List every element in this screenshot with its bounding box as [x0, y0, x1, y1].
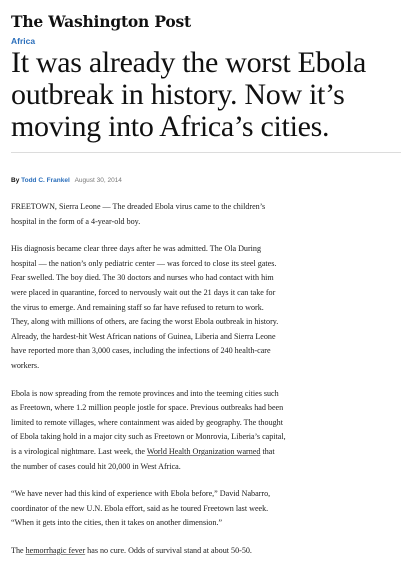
text-line: Ebola is now spreading from the remote provinces and into the teeming cities such — [11, 388, 279, 398]
text-line — [11, 445, 406, 460]
section-kicker-link[interactable]: Africa — [11, 36, 36, 46]
article-body — [11, 200, 406, 571]
text-line: limited to remote villages, where containment was aided by geography. The thought — [11, 417, 283, 427]
text-line: hospital in the form of a 4-year-old boy. — [11, 216, 141, 226]
masthead-logo[interactable]: The Washington Post — [11, 12, 191, 31]
headline-line: It was already the worst Ebola — [11, 46, 367, 79]
text-line: They, along with millions of others, are facing the worst Ebola outbreak in history. — [11, 317, 279, 327]
hemorrhagic-fever-link[interactable]: hemorrhagic fever — [25, 545, 86, 555]
who-warning-link[interactable]: World Health Organization warned — [146, 446, 261, 456]
paragraph — [11, 200, 406, 229]
text-segment: has no cure. Odds of survival stand at about 50-50. — [85, 545, 252, 555]
text-line: as Freetown, where 1.2 million people jostle for space. Previous outbreaks had been — [11, 403, 284, 413]
text-line: the number of cases could hit 20,000 in West Africa. — [11, 461, 181, 471]
paragraph — [11, 487, 406, 531]
text-line: hospital — the nation’s only pediatric center — was forced to close its steel gates. — [11, 258, 277, 268]
paragraph — [11, 242, 406, 373]
headline-line: outbreak in history. Now it’s — [11, 78, 345, 111]
byline-prefix: By — [11, 177, 20, 184]
text-line: “We have never had this kind of experience with Ebola before,” David Nabarro, — [11, 489, 271, 499]
text-line: Already, the hardest-hit West African nations of Guinea, Liberia and Sierra Leone — [11, 331, 276, 341]
paragraph — [11, 387, 406, 475]
text-segment: that — [260, 446, 275, 456]
headline-divider — [11, 152, 401, 153]
text-line: coordinator of the new U.N. Ebola effort, said as he toured Freetown last week. — [11, 503, 269, 513]
text-segment: The — [11, 545, 26, 555]
text-line: of Ebola taking hold in a major city such as Freetown or Monrovia, Liberia’s capital, — [11, 432, 286, 442]
text-line: “When it gets into the cities, then it takes on another dimension.” — [11, 518, 223, 528]
author-link[interactable]: Todd C. Frankel — [21, 177, 70, 184]
text-line: workers. — [11, 360, 40, 370]
text-line: Fear swelled. The boy died. The 30 doctors and nurses who had contact with him — [11, 273, 274, 283]
text-line: His diagnosis became clear three days after he was admitted. The Ola During — [11, 244, 261, 254]
text-line — [11, 544, 406, 559]
text-segment: is a virological nightmare. Last week, the — [11, 446, 147, 456]
text-line: were placed in quarantine, forced to nervously wait out the 21 days it can take for — [11, 287, 276, 297]
publish-date: August 30, 2014 — [74, 177, 122, 184]
text-line: the virus to emerge. And remaining staff so far have refused to return to work. — [11, 302, 264, 312]
headline-line: moving into Africa’s cities. — [11, 110, 330, 143]
text-line: have reported more than 3,000 cases, including the infections of 240 health-care — [11, 346, 271, 356]
byline — [11, 177, 122, 184]
paragraph — [11, 544, 406, 559]
article-headline — [11, 47, 403, 143]
text-line: FREETOWN, Sierra Leone — The dreaded Ebola virus came to the children’s — [11, 202, 266, 211]
